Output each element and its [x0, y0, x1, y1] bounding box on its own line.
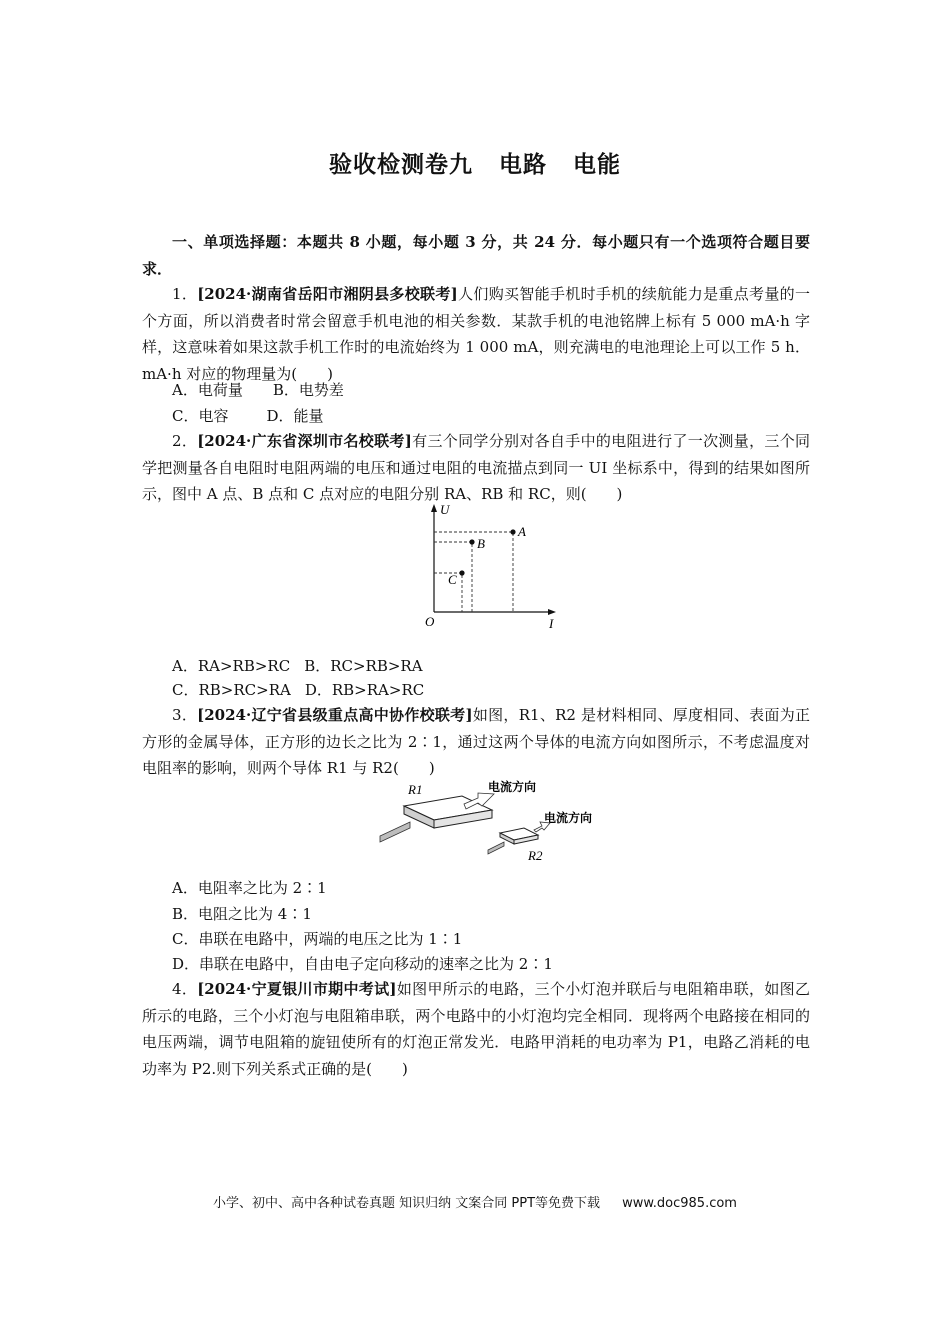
point-c	[459, 570, 464, 575]
question-2-text: 有三个同学分别对各自手中的电阻进行了一次测量，三个同学把测量各自电阻时电阻两端的电压和通过电阻的电流描点到同一 UI 坐标系中，得到的结果如图所示，图中 A 点、B 点和 C 点对应的电阻分别 RA、RB 和 RC，则( )	[142, 432, 811, 503]
point-b	[469, 539, 474, 544]
point-a	[510, 529, 515, 534]
footer-site-link[interactable]: www.doc985.com	[622, 1196, 737, 1211]
u-axis-label: U	[440, 502, 450, 517]
title-part2: 电路	[499, 152, 547, 178]
q1-options-row2	[172, 404, 324, 428]
q1-option-c: C．电容	[172, 407, 229, 425]
question-3-text: 如图，R1、R2 是材料相同、厚度相同、表面为正方形的金属导体，正方形的边长之比为 2∶1，通过这两个导体的电流方向如图所示，不考虑温度对电阻率的影响，则两个导体 R1 与 R2( )	[142, 706, 811, 777]
r1-arrow-tail	[380, 822, 410, 842]
conductor-figure	[374, 778, 614, 866]
current-direction-label-2: 电流方向	[544, 811, 593, 825]
title-part3: 电能	[573, 152, 621, 178]
q1-option-d: D．能量	[266, 407, 324, 425]
question-1-source: [2024·湖南省岳阳市湘阴县多校联考]	[197, 285, 458, 303]
q3-option-c: C．串联在电路中，两端的电压之比为 1∶1	[172, 930, 463, 948]
q2-options-row1	[172, 654, 423, 678]
current-direction-label-1: 电流方向	[488, 780, 537, 794]
question-4: 4．[2024·宁夏银川市期中考试]如图甲所示的电路，三个小灯泡并联后与电阻箱串联，如图乙所示的电路，三个小灯泡与电阻箱串联，两个电路中的小灯泡均完全相同．现将两个电路接在相同的电压两端，调节电阻箱的旋钮使所有的灯泡正常发光．电路甲消耗的电功率为 P1，电路乙消耗的电功率为 P2.则下列关系式正确的是( )	[142, 980, 810, 1078]
ui-graph	[420, 502, 560, 632]
question-1-text: 人们购买智能手机时手机的续航能力是重点考量的一个方面，所以消费者时常会留意手机电池的相关参数．某款手机的电池铭牌上标有 5 000 mA·h 字样，这意味着如果这款手机工作时的电流始终为 1 000 mA，则充满电的电池理论上可以工作 5 h．mA·h 对应的物理量为( )	[142, 285, 811, 383]
q2-option-c: C．RB>RC>RA	[172, 681, 291, 699]
r2-arrow-tail	[488, 842, 504, 854]
page-title	[0, 146, 950, 179]
point-a-label: A	[518, 524, 526, 539]
q3-option-b: B．电阻之比为 4∶1	[172, 905, 312, 923]
question-4-source: [2024·宁夏银川市期中考试]	[197, 980, 397, 998]
q2-option-a: A．RA>RB>RC	[172, 657, 291, 675]
u-axis-arrow	[431, 504, 437, 512]
q3-option-d: D．串联在电路中，自由电子定向移动的速率之比为 2∶1	[172, 955, 553, 973]
point-c-label: C	[448, 572, 457, 587]
r1-label: R1	[408, 782, 423, 797]
i-axis-label: I	[549, 616, 554, 631]
q1-options-row1	[172, 378, 344, 402]
question-2-source: [2024·广东省深圳市名校联考]	[197, 432, 412, 450]
q2-option-d: D．RB>RA>RC	[304, 681, 425, 699]
question-3-source: [2024·辽宁省县级重点高中协作校联考]	[197, 706, 473, 724]
q2-option-b: B．RC>RB>RA	[304, 657, 423, 675]
q1-option-b: B．电势差	[272, 381, 344, 399]
question-2: 2．[2024·广东省深圳市名校联考]有三个同学分别对各自手中的电阻进行了一次测量，三个同学把测量各自电阻时电阻两端的电压和通过电阻的电流描点到同一 UI 坐标系中，得到的结果如图所示，图中 A 点、B 点和 C 点对应的电阻分别 RA、RB 和 RC，则( )	[142, 432, 811, 503]
i-axis-arrow	[548, 609, 556, 615]
page-footer	[0, 1192, 950, 1211]
footer-text: 小学、初中、高中各种试卷真题 知识归纳 文案合同 PPT等免费下载	[213, 1196, 601, 1211]
q2-options-row2	[172, 678, 424, 702]
q3-option-a: A．电阻率之比为 2∶1	[172, 879, 327, 897]
question-3: 3．[2024·辽宁省县级重点高中协作校联考]如图，R1、R2 是材料相同、厚度相同、表面为正方形的金属导体，正方形的边长之比为 2∶1，通过这两个导体的电流方向如图所示，不考虑温度对电阻率的影响，则两个导体 R1 与 R2( )	[142, 706, 811, 777]
question-4-text: 如图甲所示的电路，三个小灯泡并联后与电阻箱串联，如图乙所示的电路，三个小灯泡与电阻箱串联，两个电路中的小灯泡均完全相同．现将两个电路接在相同的电压两端，调节电阻箱的旋钮使所有的灯泡正常发光．电路甲消耗的电功率为 P1，电路乙消耗的电功率为 P2.则下列关系式正确的是( )	[142, 980, 810, 1078]
question-1: 1．[2024·湖南省岳阳市湘阴县多校联考]人们购买智能手机时手机的续航能力是重点考量的一个方面，所以消费者时常会留意手机电池的相关参数．某款手机的电池铭牌上标有 5 000 mA·h 字样，这意味着如果这款手机工作时的电流始终为 1 000 mA，则充满电的电池理论上可以工作 5 h．mA·h 对应的物理量为( )	[142, 285, 811, 383]
title-part1: 验收检测卷九	[329, 152, 473, 178]
section-heading: 一、单项选择题：本题共 8 小题，每小题 3 分，共 24 分．每小题只有一个选项符合题目要求．	[142, 233, 810, 278]
point-b-label: B	[477, 536, 485, 551]
q1-option-a: A．电荷量	[172, 381, 243, 399]
r2-label: R2	[528, 848, 543, 863]
origin-label: O	[425, 614, 435, 629]
